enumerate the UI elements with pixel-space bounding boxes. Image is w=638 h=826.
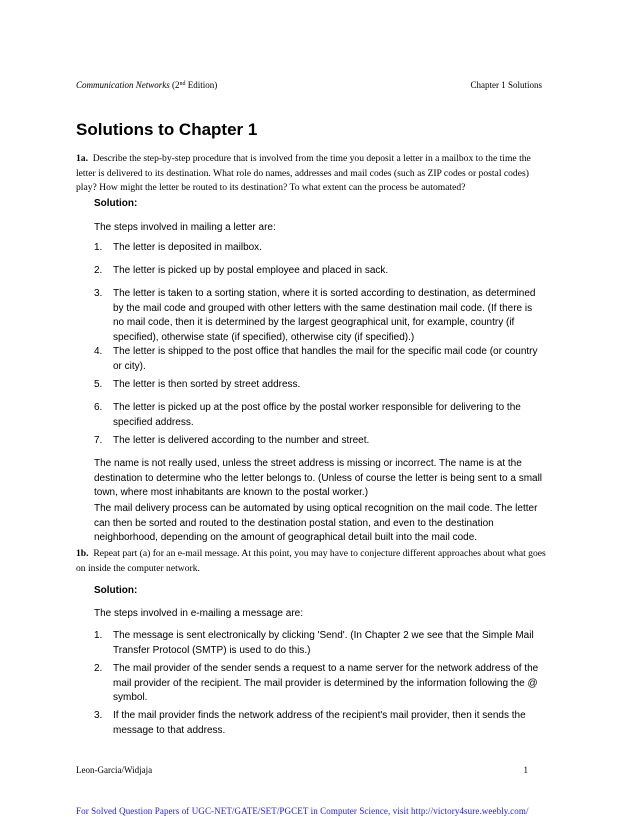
edition-close: Edition) — [185, 80, 218, 90]
list-item-text: The letter is delivered according to the number and street. — [113, 435, 370, 446]
header-book-info — [76, 80, 217, 90]
list-item-number: 5. — [94, 379, 103, 390]
list-item-number: 2. — [94, 265, 103, 276]
solution-1b-label: Solution: — [94, 585, 138, 596]
solution-1a-intro: The steps involved in mailing a letter are: — [94, 222, 276, 233]
footer-authors: Leon-Garcia/Widjaja — [76, 765, 153, 775]
solution-1a-paragraph-2: The mail delivery process can be automated by using optical recognition on the mail code. The letter can then be sorted and routed to the destination postal station, and even to the destination neighborhood, depending on the amount of geographical detail built into the mail code. — [94, 503, 538, 543]
page-title: Solutions to Chapter 1 — [76, 120, 258, 139]
book-title: Communication Networks — [76, 80, 170, 90]
list-item-text: The mail provider of the sender sends a request to a name server for the network address of the mail provider of the recipient. The mail provider is determined by the information following the @ symbol. — [113, 663, 539, 703]
question-1b-label: 1b. — [76, 548, 89, 559]
list-item-number: 1. — [94, 242, 103, 253]
question-1b-text: Repeat part (a) for an e-mail message. At this point, you may have to conjecture different approaches about what goes on inside the computer network. — [76, 548, 546, 574]
edition-sup: nd — [179, 81, 186, 87]
list-item-text: The letter is then sorted by street address. — [113, 379, 301, 390]
solution-1a-paragraph-1: The name is not really used, unless the street address is missing or incorrect. The name is at the destination to determine who the letter belongs to. (Unless of course the letter is being sent to a small town, where most inhabitants are known to the postal worker.) — [94, 458, 543, 498]
header-chapter: Chapter 1 Solutions — [470, 80, 542, 90]
list-item-number: 1. — [94, 630, 103, 641]
list-item-number: 7. — [94, 435, 103, 446]
list-item-number: 2. — [94, 663, 103, 674]
solution-1a-label: Solution: — [94, 198, 138, 209]
list-item-text: The letter is shipped to the post office that handles the mail for the specific mail code (or country or city). — [113, 346, 538, 372]
list-item-text: The letter is deposited in mailbox. — [113, 242, 262, 253]
list-item-number: 3. — [94, 710, 103, 721]
page-number: 1 — [523, 765, 528, 775]
question-1a — [76, 152, 546, 196]
question-1a-label: 1a. — [76, 153, 88, 164]
solution-1b-intro: The steps involved in e-mailing a message are: — [94, 608, 303, 619]
list-item-text: The message is sent electronically by clicking 'Send'. (In Chapter 2 we see that the Simple Mail Transfer Protocol (SMTP) is used to do this.) — [113, 630, 534, 656]
edition-open: (2 — [172, 80, 180, 90]
list-item-text: If the mail provider finds the network address of the recipient's mail provider, then it sends the message to that address. — [113, 710, 526, 736]
list-item-text: The letter is taken to a sorting station, where it is sorted according to destination, as determined by the mail code and grouped with other letters with the same destination mail code. (If there is no mail code, then it is determined by the largest geographical unit, for example, country (if specified), otherwise state (if specified), otherwise city (if specified).) — [113, 288, 536, 343]
question-1b — [76, 547, 546, 576]
list-item-number: 3. — [94, 288, 103, 299]
promo-link[interactable]: For Solved Question Papers of UGC-NET/GATE/SET/PGCET in Computer Science, visit http://victory4sure.weebly.com/ — [76, 806, 529, 816]
list-item-text: The letter is picked up at the post office by the postal worker responsible for delivering to the specified address. — [113, 402, 521, 428]
list-item-number: 6. — [94, 402, 103, 413]
list-item-number: 4. — [94, 346, 103, 357]
question-1a-text: Describe the step-by-step procedure that is involved from the time you deposit a letter in a mailbox to the time the letter is delivered to its destination. What role do names, addresses and mail codes (such as ZIP codes or postal codes) play? How might the letter be routed to its destination? To what extent can the process be automated? — [76, 153, 531, 193]
list-item-text: The letter is picked up by postal employee and placed in sack. — [113, 265, 389, 276]
page-footer — [76, 765, 528, 775]
